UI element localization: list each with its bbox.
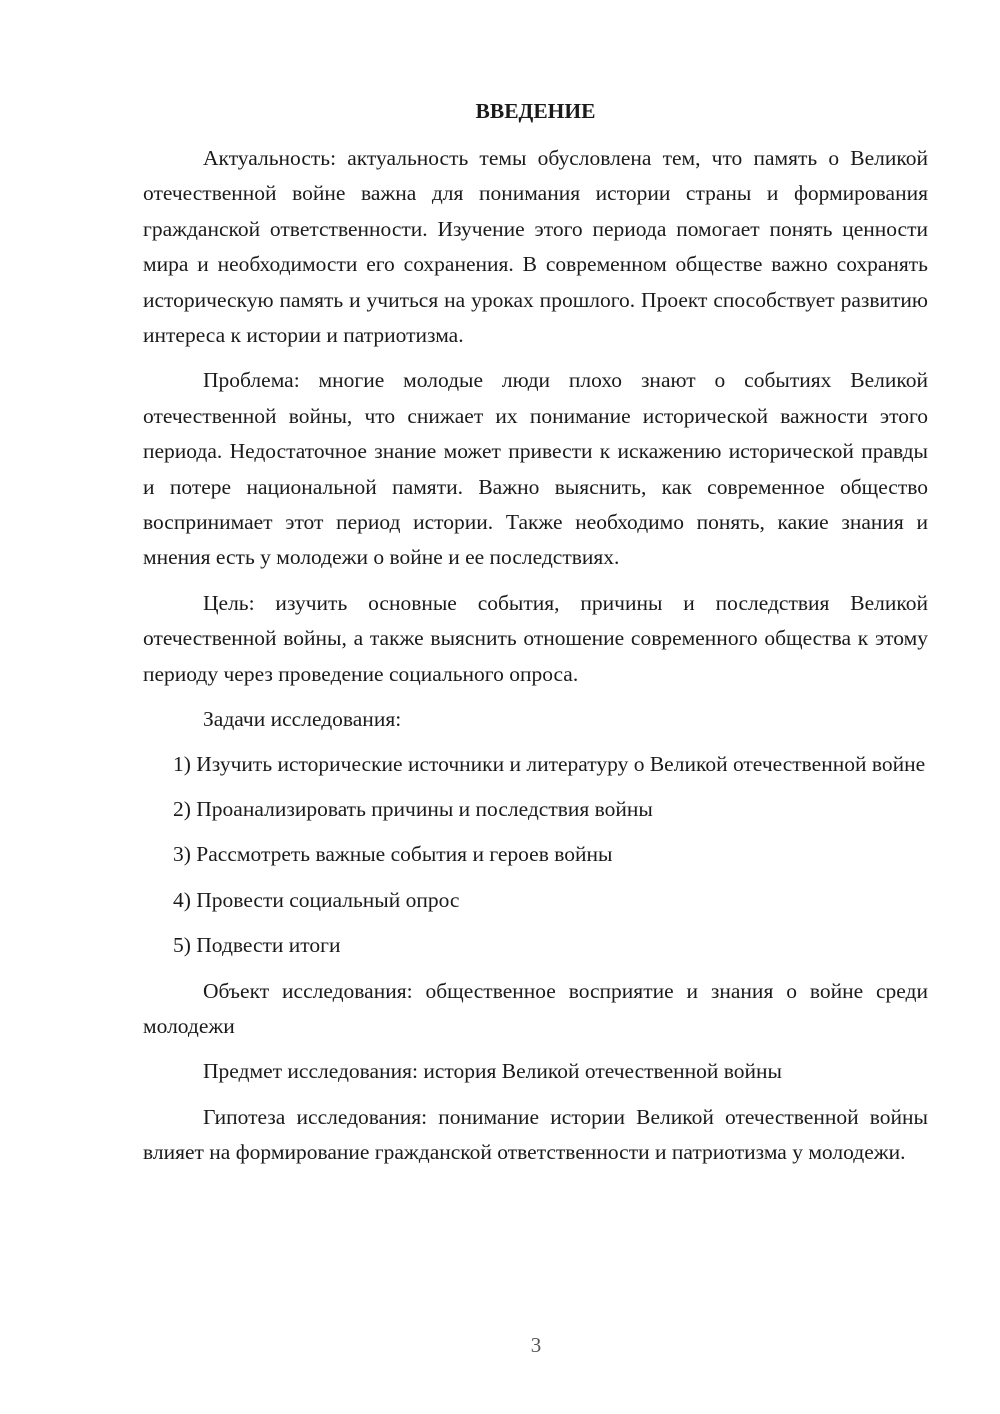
task-item-1: 1) Изучить исторические источники и литературу о Великой отечественной войне [173, 751, 926, 776]
problem-paragraph: Проблема: многие молодые люди плохо знают о событиях Великой отечественной войны, что снижает их понимание исторической важности этого периода. Недостаточное знание может привести к искажению исторической правды и потере национальной памяти. Важно выяснить, как современное общество воспринимает этот период истории. Также необходимо понять, какие знания и мнения есть у молодежи о войне и ее последствиях. [143, 368, 928, 570]
page-content [143, 94, 928, 1181]
page-number: 3 [530, 1333, 542, 1357]
task-item-3: 3) Рассмотреть важные события и героев войны [173, 842, 613, 867]
task-item-2: 2) Проанализировать причины и последствия войны [173, 796, 653, 821]
hypothesis-paragraph: Гипотеза исследования: понимание истории Великой отечественной войны влияет на формирование гражданской ответственности и патриотизма у молодежи. [143, 1104, 928, 1165]
tasks-heading: Задачи исследования: [203, 707, 402, 732]
task-item-5: 5) Подвести итоги [173, 933, 341, 958]
goal-paragraph: Цель: изучить основные события, причины и последствия Великой отечественной войны, а также выяснить отношение современного общества к этому периоду через проведение социального опроса. [143, 590, 928, 686]
relevance-paragraph: Актуальность: актуальность темы обусловлена тем, что память о Великой отечественной войне важна для понимания истории страны и формирования гражданской ответственности. Изучение этого периода помогает понять ценности мира и необходимости его сохранения. В современном обществе важно сохранять историческую память и учиться на уроках прошлого. Проект способствует развитию интереса к истории и патриотизма. [143, 146, 928, 348]
task-item-4: 4) Провести социальный опрос [173, 887, 460, 912]
subject-paragraph: Предмет исследования: история Великой отечественной войны [203, 1059, 782, 1084]
object-paragraph: Объект исследования: общественное восприятие и знания о войне среди молодежи [143, 978, 928, 1038]
section-title: ВВЕДЕНИЕ [475, 99, 596, 123]
